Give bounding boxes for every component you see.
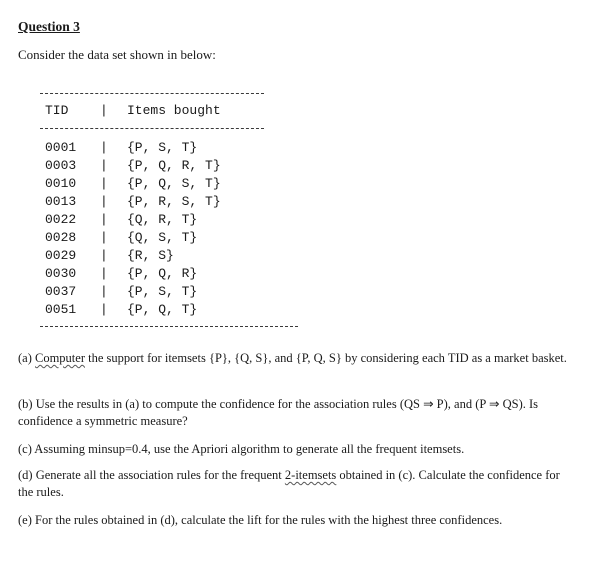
question-a-prefix: (a) — [18, 351, 35, 365]
row-tid: 0051 — [45, 302, 77, 317]
question-a — [18, 350, 578, 367]
row-separator: | — [100, 248, 108, 263]
row-tid: 0037 — [45, 284, 77, 299]
row-tid: 0028 — [45, 230, 77, 245]
row-tid: 0010 — [45, 176, 77, 191]
question-b: (b) Use the results in (a) to compute the confidence for the association rules (QS ⇒ P), and (P ⇒ QS). Is confidence a symmetric measure? — [18, 397, 539, 428]
row-tid: 0013 — [45, 194, 77, 209]
row-tid: 0022 — [45, 212, 77, 227]
question-d-prefix: (d) Generate all the association rules for the frequent — [18, 468, 285, 482]
header-items: Items bought — [127, 103, 221, 118]
header-separator: | — [100, 103, 108, 118]
row-separator: | — [100, 212, 108, 227]
row-separator: | — [100, 302, 108, 317]
question-d-flagged-word: 2-itemsets — [284, 468, 337, 482]
question-a-flagged-word: Computer — [35, 351, 85, 365]
table-top-rule — [40, 93, 264, 94]
row-separator: | — [100, 140, 108, 155]
table-header-rule — [40, 128, 264, 129]
row-separator: | — [100, 176, 108, 191]
row-items: {Q, S, T} — [127, 230, 198, 245]
row-items: {P, Q, R, T} — [127, 158, 221, 173]
row-items: {P, S, T} — [127, 284, 198, 299]
question-d — [18, 467, 578, 501]
row-separator: | — [100, 230, 108, 245]
question-c: (c) Assuming minsup=0.4, use the Apriori algorithm to generate all the frequent itemsets. — [18, 442, 465, 456]
row-separator: | — [100, 266, 108, 281]
question-d-rest: obtained in (c). Calculate the confidence for the rules. — [18, 468, 560, 499]
row-separator: | — [100, 194, 108, 209]
row-tid: 0030 — [45, 266, 77, 281]
row-tid: 0001 — [45, 140, 77, 155]
row-items: {P, Q, T} — [127, 302, 198, 317]
question-heading: Question 3 — [18, 19, 80, 34]
row-items: {P, Q, R} — [127, 266, 198, 281]
row-items: {P, R, S, T} — [127, 194, 221, 209]
row-items: {P, Q, S, T} — [127, 176, 221, 191]
row-separator: | — [100, 158, 108, 173]
question-a-rest: the support for itemsets {P}, {Q, S}, and {P, Q, S} by considering each TID as a market basket. — [85, 351, 567, 365]
row-tid: 0003 — [45, 158, 77, 173]
header-tid: TID — [45, 103, 69, 118]
row-items: {P, S, T} — [127, 140, 198, 155]
row-items: {R, S} — [127, 248, 174, 263]
table-bottom-rule — [40, 326, 298, 327]
intro-text: Consider the data set shown in below: — [18, 47, 216, 62]
row-items: {Q, R, T} — [127, 212, 198, 227]
row-tid: 0029 — [45, 248, 77, 263]
row-separator: | — [100, 284, 108, 299]
question-e: (e) For the rules obtained in (d), calculate the lift for the rules with the highest three confidences. — [18, 513, 503, 527]
